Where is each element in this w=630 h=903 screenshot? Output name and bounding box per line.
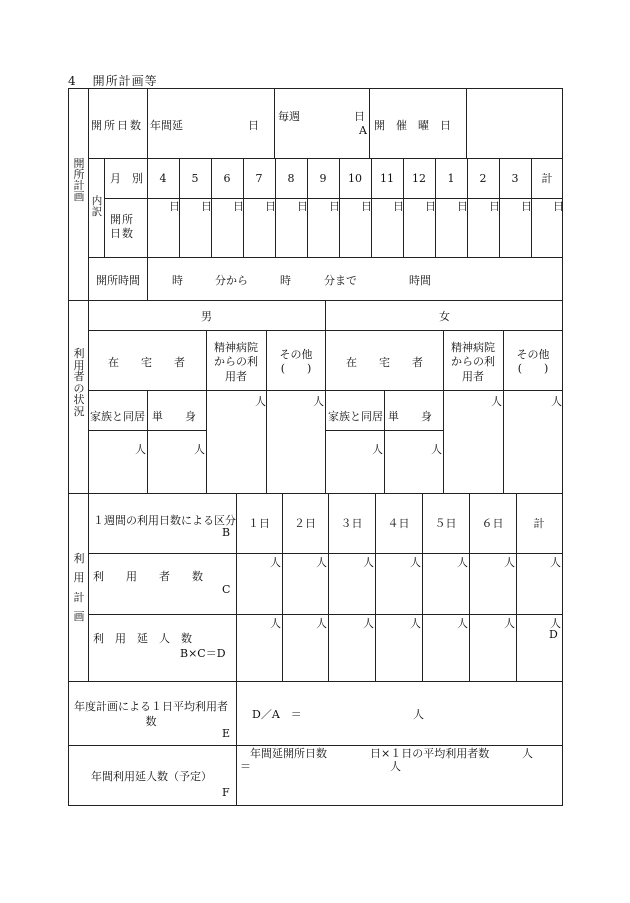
annual-formula-part1: 年間延開所日数 — [250, 747, 327, 760]
person-unit: 人 — [550, 617, 561, 630]
person-unit: 人 — [316, 556, 327, 569]
hours-label: 開所時間 — [96, 274, 140, 287]
month-header: 12 — [412, 172, 426, 185]
mark-a: A — [359, 124, 367, 137]
from-text: 分から — [215, 274, 248, 287]
female-with-family-label: 家族と同居 — [328, 410, 383, 423]
day-unit: 日 — [521, 200, 532, 213]
average-formula: D／A ＝ — [252, 708, 302, 721]
weekly-days-label: １週間の利用日数による区分 — [93, 514, 236, 527]
section-number: 4 — [68, 74, 77, 88]
month-header: 1 — [447, 172, 455, 185]
day-unit: 日 — [393, 200, 404, 213]
person-unit: 人 — [504, 556, 515, 569]
month-header: 6 — [223, 172, 231, 185]
open-weekday-label: 開 催 曜 日 — [374, 119, 451, 132]
total-users-label: 利 用 延 人 数 — [93, 632, 192, 645]
grid-line — [68, 805, 563, 806]
mark-c: C — [222, 583, 231, 596]
person-unit: 人 — [316, 617, 327, 630]
grid-line — [104, 158, 105, 258]
grid-line — [88, 553, 563, 554]
breakdown-label: 内訳 — [91, 195, 103, 218]
grid-line — [68, 300, 563, 301]
day-unit: 日 — [265, 200, 276, 213]
grid-line — [68, 88, 563, 89]
female-other-label: その他 — [516, 348, 550, 361]
section-title: 開所計画等 — [92, 74, 158, 88]
month-label: 月 別 — [110, 172, 143, 185]
day-unit: 日 — [553, 200, 564, 213]
month-header: 4 — [159, 172, 167, 185]
day-unit: 日 — [201, 200, 212, 213]
female-home-label: 在 宅 者 — [346, 356, 423, 369]
male-single-unit: 人 — [194, 443, 205, 456]
hours-unit: 時間 — [409, 274, 431, 287]
day-unit: 日 — [361, 200, 372, 213]
grid-line — [562, 88, 563, 806]
grid-line — [88, 158, 563, 159]
male-home-label: 在 宅 者 — [108, 356, 185, 369]
grid-line — [104, 198, 563, 199]
person-unit: 人 — [550, 556, 561, 569]
day-unit: 日 — [425, 200, 436, 213]
grid-line — [88, 257, 563, 258]
weekly-day-unit: 日 — [354, 110, 365, 123]
male-hospital-unit: 人 — [255, 395, 266, 408]
users-count-label: 利 用 者 数 — [93, 570, 203, 583]
person-unit: 人 — [410, 556, 421, 569]
average-unit: 人 — [413, 708, 424, 721]
person-unit: 人 — [457, 556, 468, 569]
users-section-label: 利用者の状況 — [73, 347, 85, 418]
grid-line — [68, 88, 69, 806]
grid-line — [88, 390, 563, 391]
month-header: 2 — [479, 172, 487, 185]
plan-section-label: 開所計画 — [73, 157, 85, 203]
day-column-header: ６日 — [481, 517, 504, 530]
grid-line — [274, 88, 275, 159]
form-section-title — [68, 72, 158, 89]
grid-line — [88, 493, 89, 682]
grid-line — [68, 681, 563, 682]
grid-line — [443, 330, 444, 494]
grid-line — [68, 493, 563, 494]
grid-line — [266, 330, 267, 494]
person-unit: 人 — [457, 617, 468, 630]
day-column-header: ５日 — [434, 517, 457, 530]
day-column-header: ４日 — [387, 517, 410, 530]
day-unit: 日 — [169, 200, 180, 213]
day-unit: 日 — [297, 200, 308, 213]
male-other-paren: ( ) — [280, 362, 312, 375]
end-hour-unit: 時 — [280, 274, 291, 287]
mark-f: F — [222, 786, 230, 799]
days-count-label: 開所日数 — [110, 213, 134, 241]
female-single-unit: 人 — [431, 443, 442, 456]
day-column-header: １日 — [248, 517, 270, 530]
grid-line — [503, 330, 504, 494]
month-header: 3 — [511, 172, 519, 185]
to-text: 分まで — [324, 274, 357, 287]
male-other-unit: 人 — [313, 395, 324, 408]
month-header: 10 — [348, 172, 362, 185]
male-header: 男 — [201, 310, 212, 323]
day-unit: 日 — [489, 200, 500, 213]
female-family-unit: 人 — [372, 443, 383, 456]
male-other-label: その他 — [279, 348, 313, 361]
day-column-header: 計 — [533, 517, 545, 530]
annual-eq: ＝ — [240, 760, 251, 773]
male-with-family-label: 家族と同居 — [90, 410, 145, 423]
annual-formula-part2: 日×１日の平均利用者数 — [370, 747, 490, 760]
grid-line — [384, 390, 385, 494]
month-header: 8 — [287, 172, 295, 185]
month-header: 9 — [319, 172, 327, 185]
person-unit: 人 — [270, 617, 281, 630]
person-unit: 人 — [270, 556, 281, 569]
female-header: 女 — [439, 310, 450, 323]
day-unit: 日 — [457, 200, 468, 213]
male-single-label: 単 身 — [152, 410, 196, 423]
day-unit: 日 — [329, 200, 340, 213]
male-hospital-label: 精神病院からの利用者 — [214, 341, 258, 383]
annual-day-unit: 日 — [248, 119, 259, 132]
grid-line — [325, 300, 326, 494]
female-other-unit: 人 — [551, 395, 562, 408]
start-hour-unit: 時 — [172, 274, 183, 287]
male-family-unit: 人 — [135, 443, 146, 456]
month-header: 11 — [380, 172, 394, 185]
person-unit: 人 — [410, 617, 421, 630]
usage-section-label: 利用計画 — [73, 552, 85, 623]
person-unit: 人 — [363, 617, 374, 630]
weekly-label: 毎週 — [278, 110, 300, 123]
annual-unit-right: 人 — [522, 747, 533, 760]
month-header: 5 — [191, 172, 199, 185]
average-label: 年度計画による１日平均利用者数 — [74, 700, 228, 728]
day-column-header: ３日 — [340, 517, 363, 530]
annual-total-label: 年間利用延人数（予定） — [91, 770, 212, 783]
grid-line — [206, 330, 207, 494]
grid-line — [369, 88, 370, 159]
mark-d: D — [549, 628, 558, 641]
annual-label: 年間延 — [150, 119, 183, 132]
grid-line — [147, 257, 148, 301]
grid-line — [88, 614, 563, 615]
grid-line — [147, 390, 148, 494]
annual-unit: 人 — [390, 760, 401, 773]
total-formula: B×C＝D — [180, 647, 226, 660]
mark-b: B — [222, 526, 231, 539]
grid-line — [88, 88, 89, 301]
grid-line — [236, 493, 237, 806]
grid-line — [68, 745, 563, 746]
month-header: 7 — [255, 172, 263, 185]
grid-line — [147, 88, 148, 159]
person-unit: 人 — [504, 617, 515, 630]
female-hospital-unit: 人 — [491, 395, 502, 408]
mark-e: E — [222, 727, 231, 740]
open-days-label: 開所日数 — [91, 119, 143, 132]
person-unit: 人 — [363, 556, 374, 569]
grid-line — [466, 88, 467, 159]
female-single-label: 単 身 — [388, 410, 432, 423]
female-hospital-label: 精神病院からの利用者 — [451, 341, 495, 383]
day-unit: 日 — [233, 200, 244, 213]
female-other-paren: ( ) — [517, 362, 549, 375]
month-header: 計 — [541, 172, 553, 185]
day-column-header: ２日 — [294, 517, 316, 530]
